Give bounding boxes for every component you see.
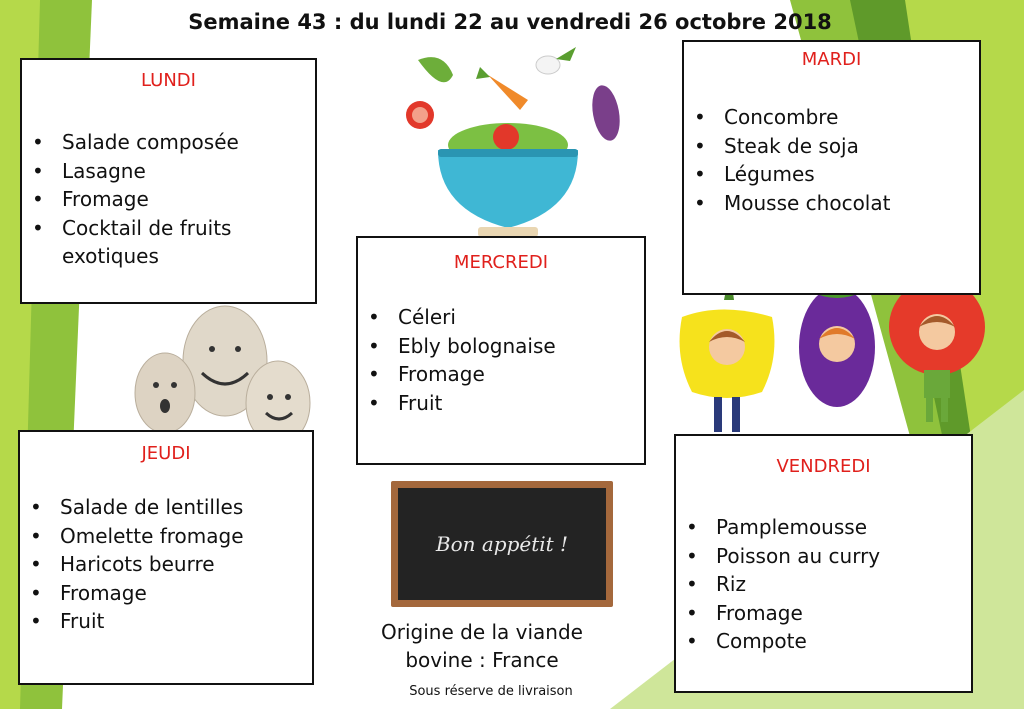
salad-bowl-illustration bbox=[398, 45, 628, 245]
eggs-illustration bbox=[130, 303, 320, 448]
wednesday-item: • Céleri bbox=[358, 303, 644, 332]
tuesday-box bbox=[682, 40, 981, 295]
meat-origin-note: Origine de la viande bovine : France bbox=[381, 620, 583, 672]
friday-item: • Poisson au curry bbox=[676, 542, 971, 571]
wednesday-item: • Fromage bbox=[358, 360, 644, 389]
thursday-label: JEUDI bbox=[141, 443, 191, 464]
kid-legs bbox=[926, 398, 933, 422]
leaf-icon bbox=[418, 57, 453, 82]
kid-legs bbox=[941, 398, 948, 422]
kid-legs bbox=[714, 397, 722, 432]
kid-body bbox=[924, 370, 950, 398]
monday-item: • Cocktail de fruits exotiques bbox=[22, 214, 315, 271]
egg-eye bbox=[171, 382, 177, 388]
thursday-item: • Haricots beurre bbox=[20, 550, 312, 579]
friday-item: • Pamplemousse bbox=[676, 513, 971, 542]
tuesday-item: • Légumes bbox=[684, 160, 979, 189]
friday-menu-list bbox=[676, 513, 971, 656]
wednesday-menu-list bbox=[358, 303, 644, 417]
tuesday-item: • Mousse chocolat bbox=[684, 189, 979, 218]
egg-eye bbox=[235, 346, 241, 352]
thursday-item: • Fruit bbox=[20, 607, 312, 636]
eggplant-icon bbox=[588, 83, 623, 143]
thursday-item: • Salade de lentilles bbox=[20, 493, 312, 522]
monday-box bbox=[20, 58, 317, 304]
thursday-box bbox=[18, 430, 314, 685]
thursday-item: • Omelette fromage bbox=[20, 522, 312, 551]
tomato-icon bbox=[493, 124, 519, 150]
tuesday-item: • Steak de soja bbox=[684, 132, 979, 161]
egg-eye bbox=[153, 382, 159, 388]
friday-box bbox=[674, 434, 973, 693]
kid-legs bbox=[732, 397, 740, 432]
bowl-icon bbox=[438, 150, 578, 228]
blackboard-text: Bon appétit ! bbox=[435, 532, 569, 556]
friday-item: • Riz bbox=[676, 570, 971, 599]
thursday-item: • Fromage bbox=[20, 579, 312, 608]
wednesday-box bbox=[356, 236, 646, 465]
egg-mouth bbox=[160, 399, 170, 413]
tuesday-menu-list bbox=[684, 103, 979, 217]
egg-eye bbox=[285, 394, 291, 400]
tuesday-label: MARDI bbox=[801, 49, 862, 70]
bowl-rim bbox=[438, 149, 578, 157]
egg-eye bbox=[209, 346, 215, 352]
tuesday-item: • Concombre bbox=[684, 103, 979, 132]
radish-icon bbox=[536, 56, 560, 74]
wednesday-label: MERCREDI bbox=[453, 252, 549, 273]
monday-menu-list bbox=[22, 128, 315, 271]
tomato-slice-inner-icon bbox=[412, 107, 428, 123]
delivery-note: Sous réserve de livraison bbox=[409, 684, 573, 699]
wednesday-item: • Fruit bbox=[358, 389, 644, 418]
radish-leaf-icon bbox=[556, 47, 576, 61]
monday-item: • Fromage bbox=[22, 185, 315, 214]
friday-label: VENDREDI bbox=[776, 456, 871, 477]
egg-eye bbox=[267, 394, 273, 400]
friday-item: • Compote bbox=[676, 627, 971, 656]
carrot-icon bbox=[488, 75, 528, 110]
thursday-menu-list bbox=[20, 493, 312, 636]
carrot-leaf-icon bbox=[476, 67, 490, 79]
week-title: Semaine 43 : du lundi 22 au vendredi 26 octobre 2018 bbox=[188, 10, 832, 34]
friday-item: • Fromage bbox=[676, 599, 971, 628]
blackboard-surface bbox=[398, 488, 606, 600]
egg-icon bbox=[135, 353, 195, 433]
monday-item: • Salade composée bbox=[22, 128, 315, 157]
monday-item: • Lasagne bbox=[22, 157, 315, 186]
monday-label: LUNDI bbox=[141, 70, 196, 91]
blackboard bbox=[391, 481, 613, 607]
wednesday-item: • Ebly bolognaise bbox=[358, 332, 644, 361]
